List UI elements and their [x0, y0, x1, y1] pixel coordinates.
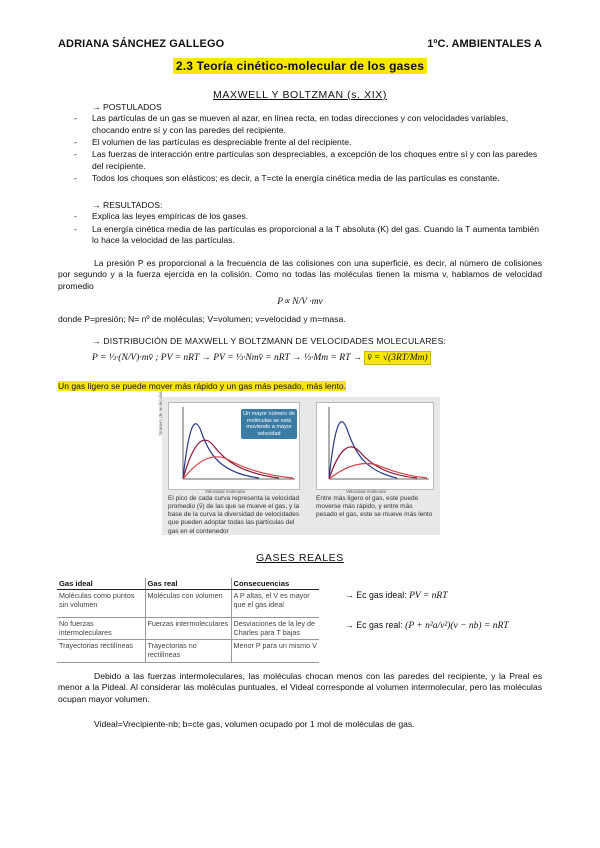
- curve-high-temp: [183, 457, 293, 479]
- real-gas-label: → Ec gas real:: [345, 620, 403, 630]
- table-header-row: [57, 578, 319, 590]
- resultados-label: → RESULTADOS:: [92, 200, 163, 210]
- table-cell: A P altas, el V es mayor que el gas ideal: [231, 590, 319, 618]
- postulados-section: [72, 102, 542, 185]
- highlight-sentence: Un gas ligero se puede mover más rápido y un gas más pesado, más lento.: [58, 381, 347, 391]
- pressure-paragraph: La presión P es proporcional a la frecuencia de las colisiones con una superficie, es decir, al número de colisiones por segundo y a la fuerza ejercida en la colisión. Como no todas las moléculas tienen la misma v, hablamos de velocidad promedio: [58, 258, 542, 291]
- postulado-item: - Las fuerzas de interacción entre partículas son despreciables, a excepción de los choques entre sí y con las paredes del recipiente.: [72, 149, 542, 172]
- resultados-section: [72, 200, 542, 247]
- ideal-gas-equation: PV = nRT: [409, 591, 448, 601]
- table-cell: Trayectorias no rectilíneas: [145, 640, 231, 662]
- table-cell: Fuerzas intermoleculares: [145, 618, 231, 640]
- resultado-item: - La energía cinética media de las partículas es proporcional a la T absoluta (K) del gas. Cuando la T aumenta también lo hace la velocidad de las partículas.: [72, 224, 542, 247]
- volume-line: Videal=Vrecipiente-nb; b=cte gas, volumen ocupado por 1 mol de moléculas de gas.: [94, 719, 415, 729]
- left-distribution-plot: [168, 402, 300, 490]
- column-header: Gas ideal: [57, 578, 145, 590]
- maxwell-heading: MAXWELL Y BOLTZMAN (s. XIX): [213, 89, 387, 101]
- section-title-wrap: [0, 59, 600, 75]
- table-cell: Moléculas como puntos sin volumen: [57, 590, 145, 618]
- callout-box: Un mayor número de moléculas se está moviendo a mayor velocidad: [241, 409, 297, 439]
- x-axis-label-right: Velocidad molecular: [346, 489, 387, 494]
- table-row: [57, 618, 319, 640]
- highlight-sentence-wrap: [58, 381, 346, 392]
- gases-comparison-table: [57, 578, 319, 663]
- real-gas-equation: (P + n²a/v²)(v − nb) = nRT: [405, 621, 509, 631]
- velocity-result: v̄ = √(3RT/Mm): [364, 351, 430, 365]
- right-distribution-plot: [316, 402, 434, 490]
- real-gas-equation-line: [345, 620, 509, 633]
- right-distribution-chart: [317, 403, 433, 489]
- postulado-item: - Las partículas de un gas se mueven al azar, en línea recta, en todas direcciones y con velocidades variables, chocando entre sí y con las paredes del recipiente.: [72, 113, 542, 136]
- postulado-item: - El volumen de las partículas es despreciable frente al del recipiente.: [72, 137, 542, 148]
- pressure-formula: P∝ N/V ·mv: [277, 297, 323, 307]
- x-axis-label: Velocidad molecular: [205, 489, 246, 494]
- postulado-item: - Todos los choques son elásticos; es decir, a T=cte la energía cinética media de las partículas es constante.: [72, 173, 542, 184]
- author-name: ADRIANA SÁNCHEZ GALLEGO: [58, 38, 225, 50]
- table-cell: No fuerzas intermoleculares: [57, 618, 145, 640]
- section-title: 2.3 Teoría cinético-molecular de los gases: [173, 58, 427, 74]
- gases-reales-heading: GASES REALES: [256, 552, 344, 564]
- ideal-gas-label: → Ec gas ideal:: [345, 590, 407, 600]
- table-cell: Menor P para un mismo V: [231, 640, 319, 662]
- postulados-label: → POSTULADOS: [92, 102, 162, 112]
- table-cell: Moléculas con volumen: [145, 590, 231, 618]
- column-header: Gas real: [145, 578, 231, 590]
- table-cell: Trayectorias rectilíneas: [57, 640, 145, 662]
- resultado-item: - Explica las leyes empíricas de los gases.: [72, 211, 542, 222]
- ideal-gas-equation-line: [345, 590, 448, 603]
- table-row: [57, 590, 319, 618]
- maxwell-figure: [162, 397, 440, 535]
- caption-right: Entre más ligero el gas, este puede moverse más rápido, y entre más pesado el gas, este se mueve más lento: [316, 495, 433, 519]
- distribution-formula: P = ⅓·(N/V)·mv̄ ; PV = nRT → PV = ⅓·Nmv̄ = nRT → ⅓·Mm = RT →: [92, 353, 363, 363]
- closing-paragraph: Debido a las fuerzas intermoleculares, las moléculas chocan menos con las paredes del recipiente, y la Preal es menor a la Pideal. Al considerar las moléculas puntuales, el Videal corresponde al volumen intermolecular, pero las moléculas ocupan mayor volumen.: [58, 671, 542, 704]
- y-axis-label: Número de moléculas: [158, 391, 163, 435]
- curve-heavy-gas: [329, 422, 397, 479]
- gases-table-wrap: [57, 578, 319, 663]
- table-cell: Desviaciones de la ley de Charles para T bajas: [231, 618, 319, 640]
- table-row: [57, 640, 319, 662]
- caption-left: El pico de cada curva representa la velocidad promedio (v̄) de las que se mueve el gas, y la base de la curva la diversidad de velocidades que pueden adoptar todas las partículas del gas en el contenedor: [168, 495, 300, 535]
- column-header: Consecuencias: [231, 578, 319, 590]
- course-label: 1ºC. AMBIENTALES A: [427, 38, 542, 50]
- variable-definitions: donde P=presión; N= nº de moléculas; V=volumen; v=velocidad y m=masa.: [58, 314, 346, 324]
- distribution-heading: → DISTRIBUCIÓN DE MAXWELL Y BOLTZMANN DE VELOCIDADES MOLECULARES:: [92, 336, 447, 346]
- distribution-formula-line: [92, 352, 552, 365]
